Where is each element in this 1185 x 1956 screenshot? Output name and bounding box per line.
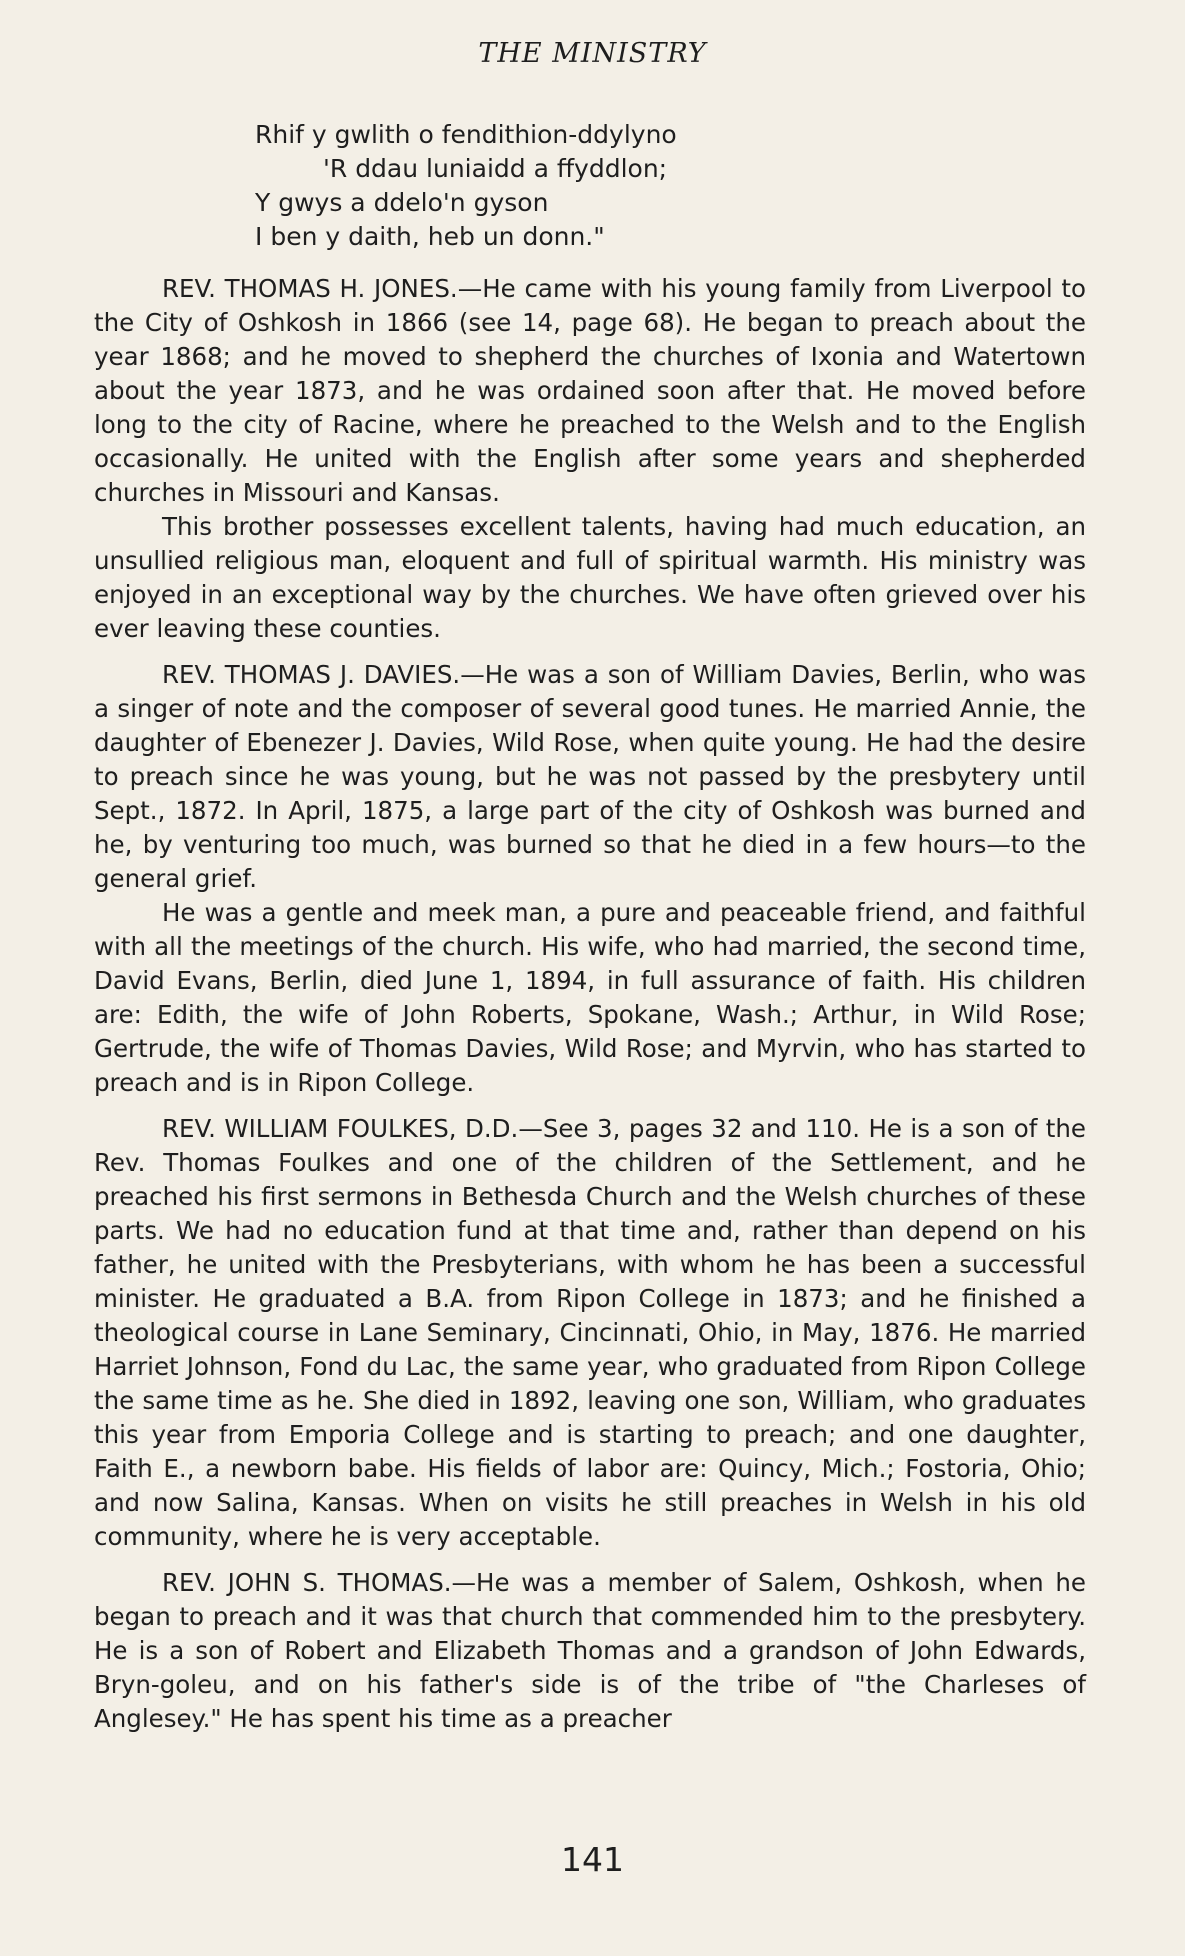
verse-line: I ben y daith, heb un donn." [255,222,605,251]
paragraph-thomas-h-jones: REV. THOMAS H. JONES.—He came with his young family from Liverpool to the City of Oshkosh in 1866 (see 14, page 68). He began to preach about the year 1868; and he moved to shepherd the churches of Ixonia and Watertown about the year 1873, and he was ordained soon after that. He moved before long to the city of Racine, where he preached to the Welsh and to the English occasionally. He united with the English after some years and shepherded churches in Missouri and Kansas. [94,274,1086,507]
paragraph-william-foulkes: REV. WILLIAM FOULKES, D.D.—See 3, pages 32 and 110. He is a son of the Rev. Thomas Foulkes and one of the children of the Settlement, and he preached his first sermons in Bethesda Church and the Welsh churches of these parts. We had no education fund at that time and, rather than depend on his father, he united with the Presbyterians, with whom he has been a successful minister. He graduated a B.A. from Ripon College in 1873; and he finished a theological course in Lane Seminary, Cincinnati, Ohio, in May, 1876. He married Harriet Johnson, Fond du Lac, the same year, who graduated from Ripon College the same time as he. She died in 1892, leaving one son, William, who graduates this year from Emporia College and is starting to preach; and one daughter, Faith E., a newborn babe. His fields of labor are: Quincy, Mich.; Fostoria, Ohio; and now Salina, Kansas. When on visits he still preaches in Welsh in his old community, where he is very acceptable. [94,1114,1086,1551]
paragraph-thomas-h-jones-continued: This brother possesses excellent talents, having had much education, an unsullied religious man, eloquent and full of spiritual warmth. His ministry was enjoyed in an exceptional way by the churches. We have often grieved over his ever leaving these counties. [94,512,1086,643]
paragraph-john-s-thomas: REV. JOHN S. THOMAS.—He was a member of Salem, Oshkosh, when he began to preach and it was that church that commended him to the presbytery. He is a son of Robert and Elizabeth Thomas and a grandson of John Edwards, Bryn-goleu, and on his father's side is of the tribe of "the Charleses of Anglesey." He has spent his time as a preacher [94,1568,1086,1733]
verse-line: 'R ddau luniaidd a ffyddlon; [323,154,668,183]
paragraph-thomas-j-davies: REV. THOMAS J. DAVIES.—He was a son of William Davies, Berlin, who was a singer of note and the composer of several good tunes. He married Annie, the daughter of Ebenezer J. Davies, Wild Rose, when quite young. He had the desire to preach since he was young, but he was not passed by the presbytery until Sept., 1872. In April, 1875, a large part of the city of Oshkosh was burned and he, by venturing too much, was burned so that he died in a few hours—to the general grief. [94,660,1086,893]
page-number: 141 [561,1840,624,1879]
body-text [94,272,1086,1736]
verse-line: Y gwys a ddelo'n gyson [255,188,549,217]
verse-line: Rhif y gwlith o fendithion-ddylyno [255,120,677,149]
welsh-verse [255,118,677,254]
running-head: THE MINISTRY [478,38,707,69]
paragraph-thomas-j-davies-continued: He was a gentle and meek man, a pure and peaceable friend, and faithful with all the meetings of the church. His wife, who had married, the second time, David Evans, Berlin, died June 1, 1894, in full assurance of faith. His children are: Edith, the wife of John Roberts, Spokane, Wash.; Arthur, in Wild Rose; Gertrude, the wife of Thomas Davies, Wild Rose; and Myrvin, who has started to preach and is in Ripon College. [94,898,1086,1097]
